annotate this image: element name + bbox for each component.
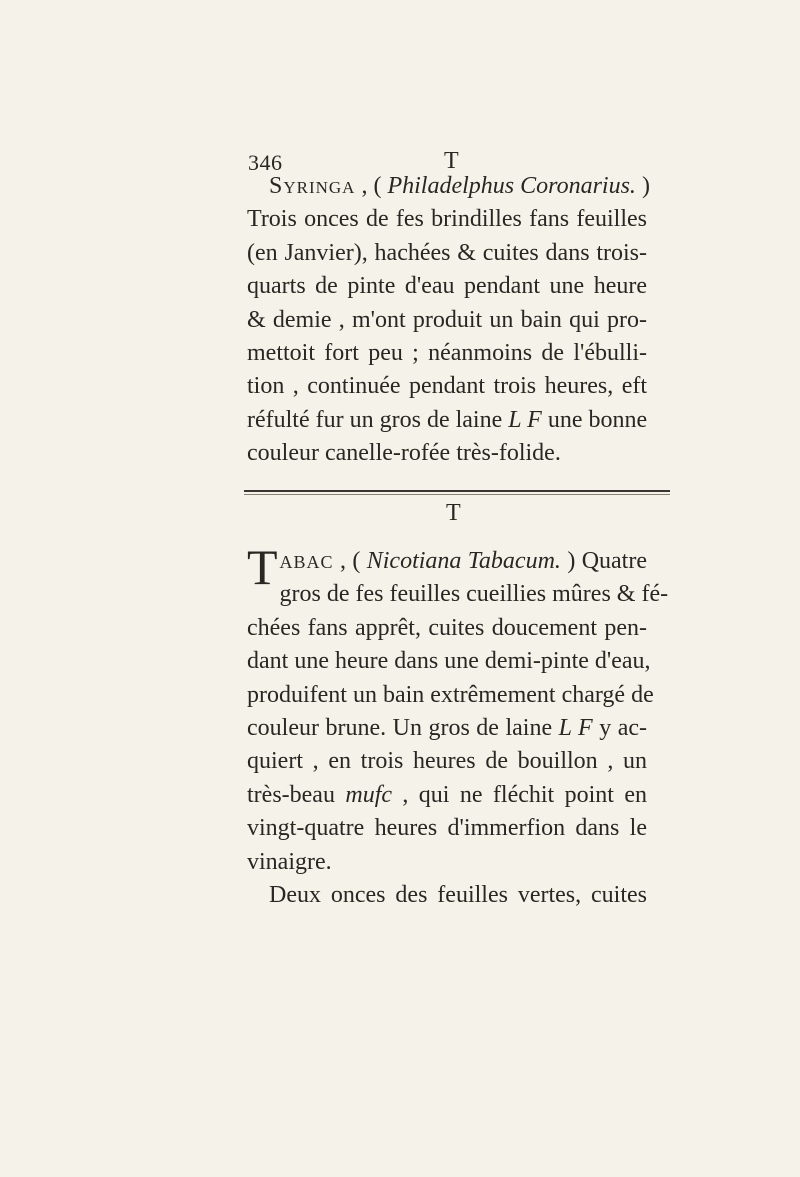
- entry-line: TABAC , ( Nicotiana Tabacum. ) Quatre: [247, 539, 647, 595]
- running-head: T: [444, 148, 459, 174]
- latin-name: Nicotiana Tabacum.: [366, 548, 561, 574]
- entry-line: Trois onces de fes brindilles fans feuilles: [247, 206, 647, 233]
- entry-line: réfulté fur un gros de laine L F une bonne: [247, 406, 648, 433]
- entry-line: tion , continuée pendant trois heures, eft: [247, 373, 647, 400]
- headword: ABAC: [279, 552, 334, 572]
- entry-line: quarts de pinte d'eau pendant une heure: [247, 273, 647, 300]
- drop-cap: T: [247, 539, 278, 595]
- section-letter: T: [446, 500, 461, 526]
- entry-line: mettoit fort peu ; néanmoins de l'ébulli-: [247, 339, 647, 366]
- entry-line: dant une heure dans une demi-pinte d'eau,: [247, 648, 651, 675]
- headword: Syringa: [269, 173, 356, 199]
- entry-line: vinaigre.: [247, 848, 332, 875]
- entry-line: chées fans apprêt, cuites doucement pen-: [247, 614, 647, 641]
- entry-line: Syringa , ( Philadelphus Coronarius. ): [269, 173, 650, 199]
- latin-name: Philadelphus Coronarius.: [387, 173, 636, 199]
- section-rule: [244, 490, 670, 492]
- entry-line: produifent un bain extrêmement chargé de: [247, 681, 654, 708]
- entry-syringa: [247, 170, 650, 471]
- entry-line: Deux onces des feuilles vertes, cuites: [269, 881, 647, 908]
- entry-tabac: [247, 539, 669, 912]
- page-number: 346: [248, 150, 283, 175]
- entry-line: couleur canelle-rofée très-folide.: [247, 440, 561, 467]
- section-rule-thin: [244, 494, 670, 495]
- entry-line: vingt-quatre heures d'immerfion dans le: [247, 815, 647, 842]
- entry-line: (en Janvier), hachées & cuites dans trois-: [247, 239, 647, 266]
- entry-line: couleur brune. Un gros de laine L F y ac-: [247, 714, 648, 741]
- entry-line: quiert , en trois heures de bouillon , un: [247, 748, 647, 775]
- entry-line: & demie , m'ont produit un bain qui pro-: [247, 306, 647, 333]
- entry-line: gros de fes feuilles cueillies mûres & fé-: [279, 581, 669, 608]
- entry-line: très-beau mufc , qui ne fléchit point en: [247, 781, 648, 808]
